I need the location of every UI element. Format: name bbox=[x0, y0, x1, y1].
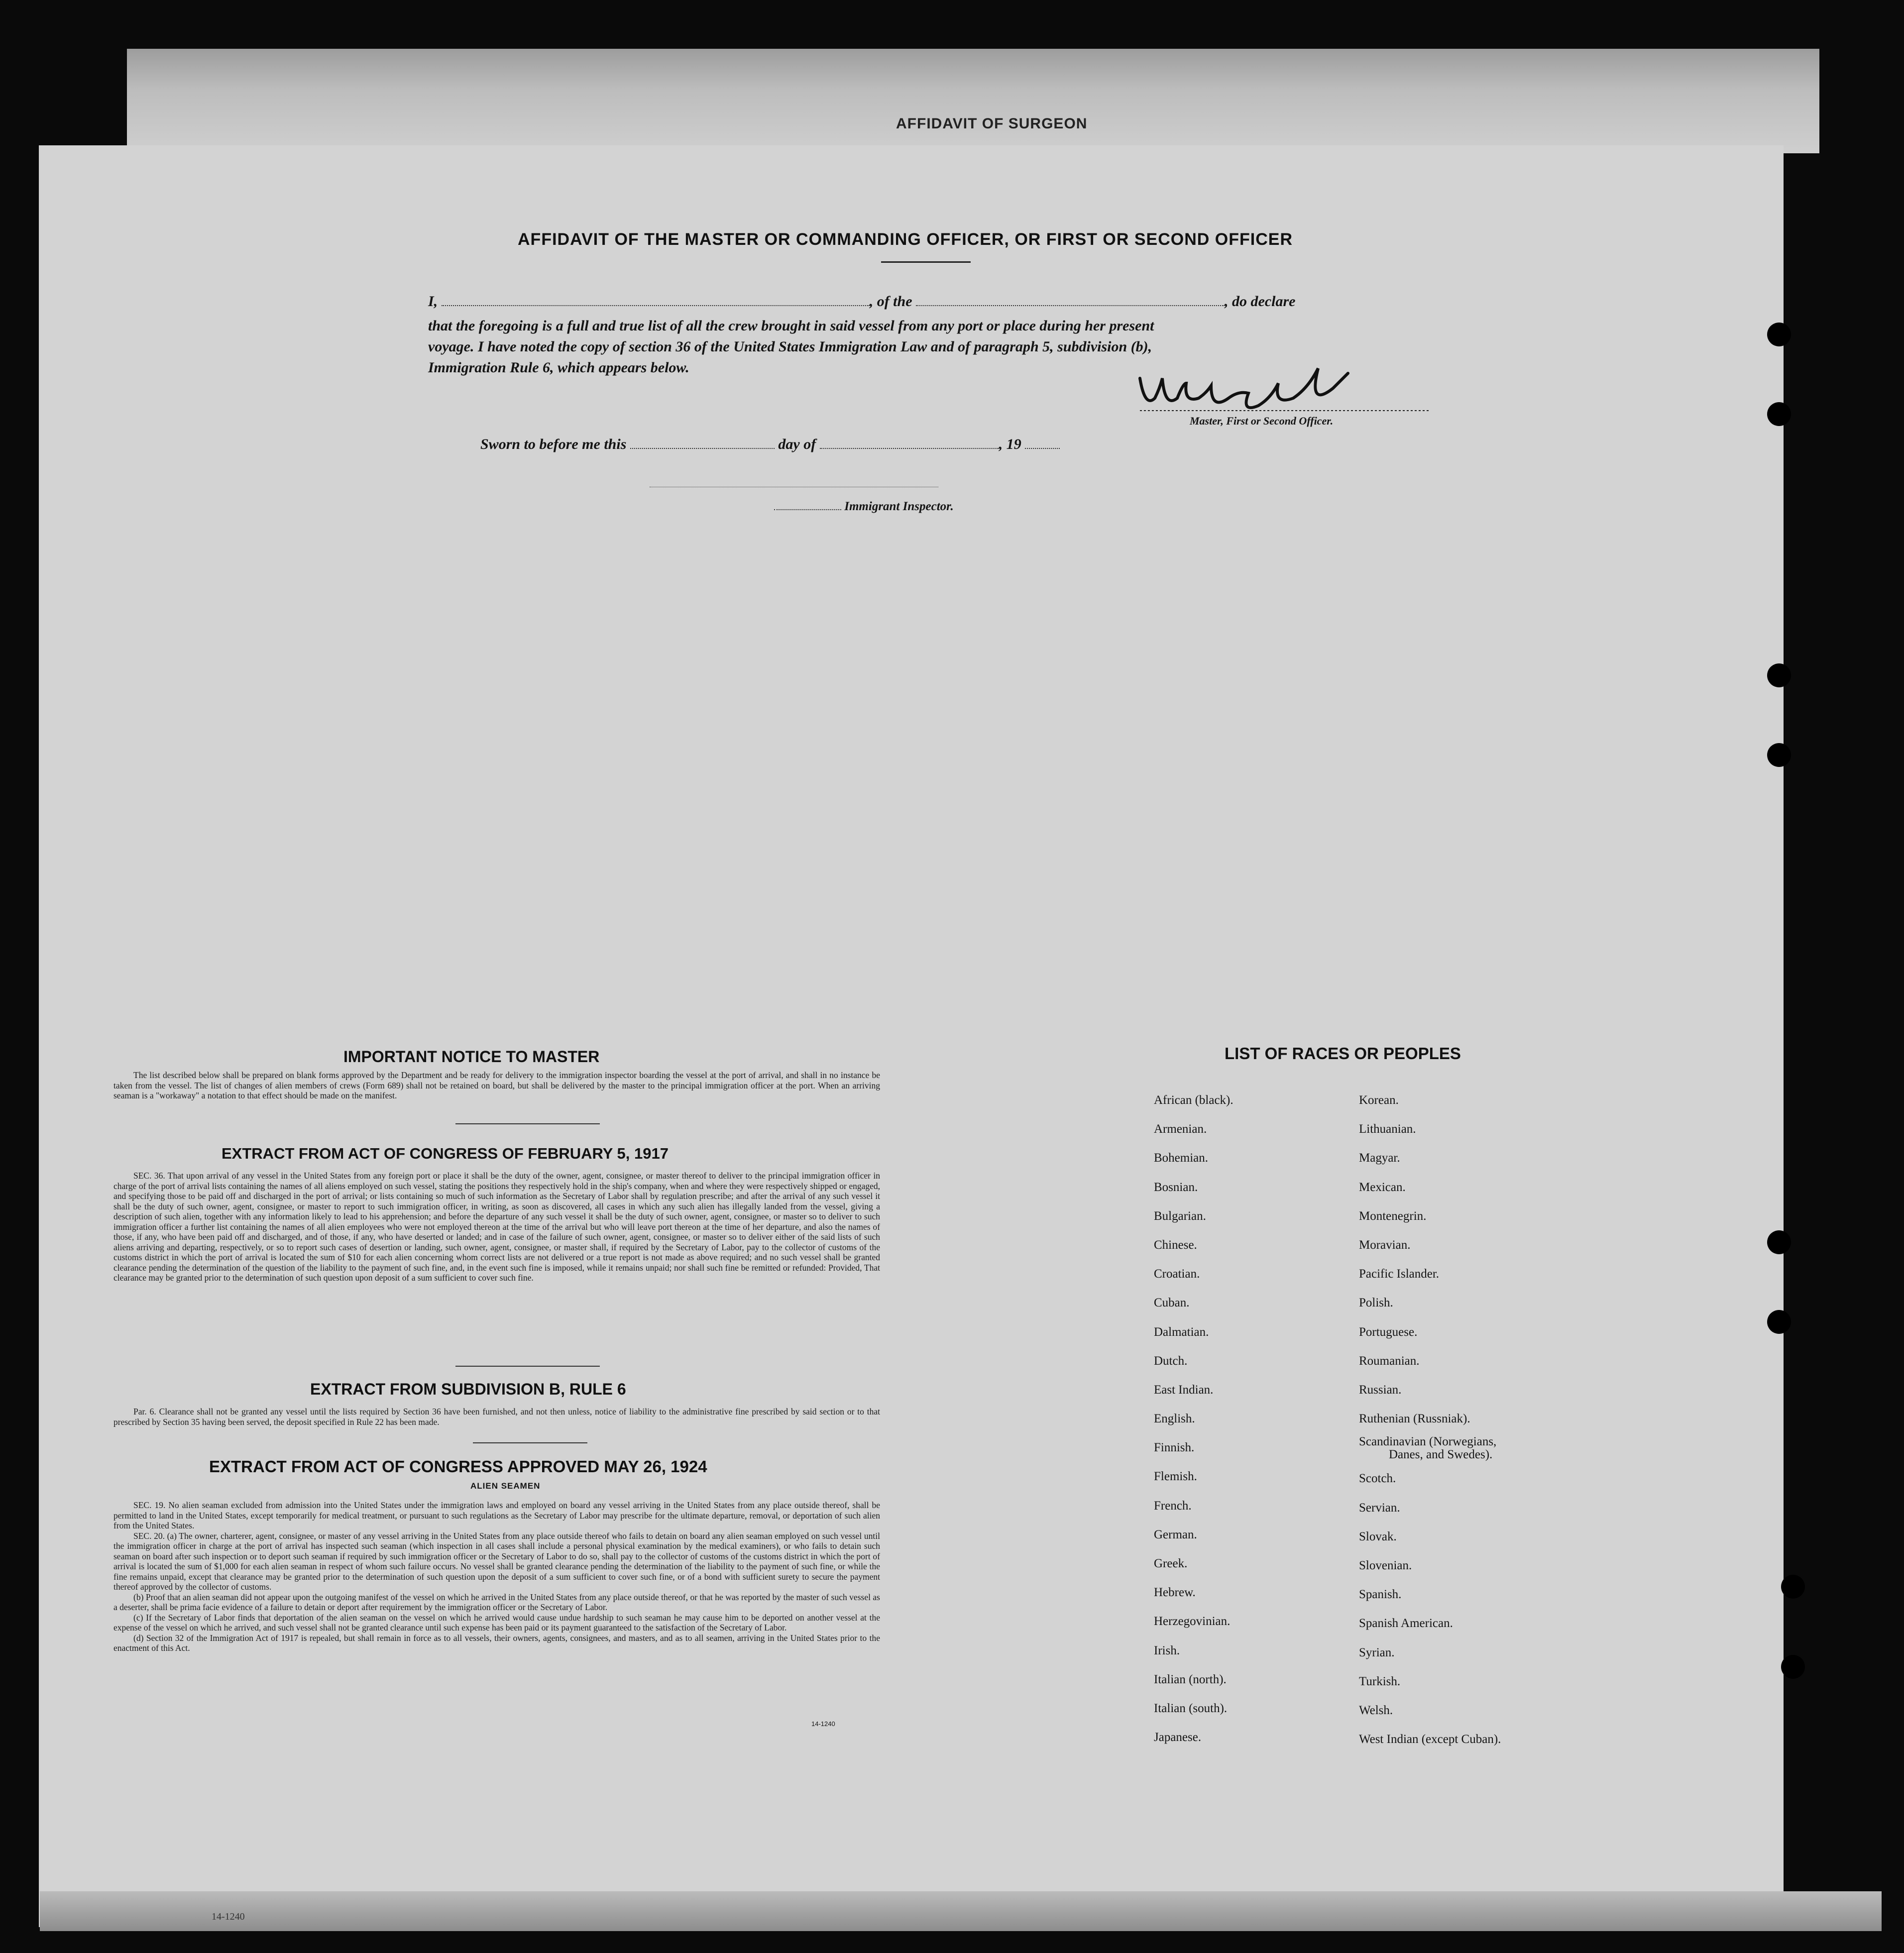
race-item-text: Scandinavian (Norwegians, bbox=[1359, 1435, 1497, 1449]
punch-hole bbox=[1781, 1575, 1805, 1599]
punch-hole bbox=[1767, 663, 1791, 687]
race-item: Moravian. bbox=[1359, 1238, 1411, 1252]
punch-hole bbox=[1781, 1655, 1805, 1679]
race-item: Bosnian. bbox=[1154, 1180, 1198, 1194]
punch-hole bbox=[1767, 1230, 1791, 1254]
document-page bbox=[39, 145, 1784, 1927]
extract-rule6-text bbox=[113, 1407, 880, 1427]
race-item: Slovenian. bbox=[1359, 1559, 1412, 1572]
race-item: Italian (north). bbox=[1154, 1672, 1227, 1686]
race-item: Armenian. bbox=[1154, 1122, 1207, 1136]
inspector-dots bbox=[774, 500, 841, 510]
race-item: Italian (south). bbox=[1154, 1701, 1228, 1715]
extract-1917-paragraph: SEC. 36. That upon arrival of any vessel in the United States from any foreign port or place it shall be the duty of the owner, agent, consignee, or master thereof to deliver to the principal immigration officer in charge of the port of arrival lists containing the names of all aliens employed on such vessel, stating the positions they respectively hold in the ship's company, when and where they were respectively shipped or engaged, and specifying those to be paid off and discharged in the port of arrival; or lists containing so much of such information as the Secretary of Labor shall by regulation prescribe; and after the arrival of any such vessel it shall be the duty of such owner, agent, consignee, or master to report to such immigration officer, in writing, as soon as discovered, all cases in which any such alien has illegally landed from the vessel, giving a description of such alien, together with any information likely to lead to his apprehension; and before the departure of any such vessel it shall be the duty of such owner, agent, consignee, or master so to deliver to such immigration officer a further list containing the names of all alien employees who were not employed thereon at the time of the arrival but who will leave port thereon at the time of her departure, and also the names of those, if any, who have been paid off and discharged, and of those, if any, who have deserted or landed; and in case of the failure of such owner, agent, consignee, or master so to deliver either of the said lists of such aliens arriving and departing, respectively, or so to report such cases of desertion or landing, such owner, agent, consignee, or master shall, if required by the Secretary of Labor, pay to the collector of customs of the customs district in which the port of arrival is located the sum of $10 for each alien concerning whom correct lists are not delivered or a true report is not made as above required; and no such vessel shall be granted clearance pending the determination of the question of the liability to the payment of such fine, and, in the event such fine is imposed, while it remains unpaid; nor shall such fine be remitted or refunded: Provided, That clearance may be granted prior to the determination of such question upon deposit of a sum sufficient to cover such fine. bbox=[113, 1171, 880, 1283]
affidavit-line-4: Immigration Rule 6, which appears below. bbox=[428, 359, 689, 376]
race-item: Lithuanian. bbox=[1359, 1122, 1416, 1136]
race-item: Herzegovinian. bbox=[1154, 1615, 1231, 1628]
notice-rule bbox=[455, 1123, 600, 1124]
race-item: Polish. bbox=[1359, 1296, 1393, 1310]
sworn-day-field[interactable] bbox=[630, 436, 775, 449]
races-left-column bbox=[1154, 1086, 1233, 1752]
race-item: Welsh. bbox=[1359, 1703, 1393, 1717]
race-item: Magyar. bbox=[1359, 1151, 1400, 1165]
day-of-label: day of bbox=[778, 436, 816, 452]
previous-sheet-strip bbox=[127, 49, 1819, 153]
affidavit-title-rule bbox=[881, 261, 971, 263]
race-item: Slovak. bbox=[1359, 1529, 1397, 1543]
race-item: Hebrew. bbox=[1154, 1586, 1196, 1600]
i-label: I, bbox=[428, 293, 438, 310]
previous-sheet-title: AFFIDAVIT OF SURGEON bbox=[896, 115, 1088, 132]
extract-1924-title: EXTRACT FROM ACT OF CONGRESS APPROVED MAY 26, 1924 bbox=[209, 1457, 707, 1476]
race-item: Ruthenian (Russniak). bbox=[1359, 1412, 1470, 1426]
inspector-signature-line[interactable] bbox=[650, 486, 938, 487]
inspector-caption-text: Immigrant Inspector. bbox=[844, 500, 954, 513]
extract-1917-rule bbox=[455, 1366, 600, 1367]
race-item-continuation: Danes, and Swedes). bbox=[1389, 1448, 1493, 1462]
affidavit-line-1 bbox=[428, 291, 1429, 312]
races-right-column bbox=[1359, 1086, 1501, 1754]
race-item: Spanish. bbox=[1359, 1588, 1402, 1602]
race-item: Croatian. bbox=[1154, 1267, 1200, 1281]
race-item: Flemish. bbox=[1154, 1470, 1197, 1484]
race-item: Irish. bbox=[1154, 1643, 1180, 1657]
sworn-line bbox=[480, 434, 1177, 455]
race-item: Servian. bbox=[1359, 1501, 1400, 1515]
extract-1924-text bbox=[113, 1500, 880, 1653]
race-item: Finnish. bbox=[1154, 1441, 1195, 1455]
extract-rule6-rule bbox=[473, 1442, 587, 1443]
punch-hole bbox=[1767, 743, 1791, 767]
extract-1924-paragraph-2: SEC. 20. (a) The owner, charterer, agent, consignee, or master of any vessel arriving in the United States from any place outside thereof who fails to detain on board any alien seaman employed on such vessel until the immigration officer in charge at the port of arrival has inspected such seaman (which inspection in all cases shall include a personal physical examination by the medical examiners), or who fails to detain such seaman on board after such inspection or to deport such seaman if required by such immigration officer or the Secretary of Labor to do so, shall pay to the collector of customs of the customs district in which the port of arrival is located the sum of $1,000 for each alien seaman in respect of whom such failure occurs. No vessel shall be granted clearance pending the determination of the liability to the payment of such fine, or while the fine remains unpaid, except that clearance may be granted prior to the determination of such question upon the deposit of a sum sufficient to cover such fine, or of a bond with sufficient surety to secure the payment thereof approved by the collector of customs. bbox=[113, 1530, 880, 1592]
race-item: Roumanian. bbox=[1359, 1354, 1420, 1368]
extract-rule6-paragraph: Par. 6. Clearance shall not be granted any vessel until the lists required by Section 36 have been furnished, and not then unless, notice of liability to the administrative fine prescribed by said section or to that prescribed by Section 35 having been served, the deposit specified in Rule 22 has been made. bbox=[113, 1407, 880, 1427]
race-item: English. bbox=[1154, 1412, 1195, 1426]
notice-title: IMPORTANT NOTICE TO MASTER bbox=[343, 1048, 600, 1066]
race-item: East Indian. bbox=[1154, 1383, 1214, 1397]
race-item: Chinese. bbox=[1154, 1238, 1197, 1252]
race-item: Japanese. bbox=[1154, 1731, 1202, 1744]
extract-1924-paragraph-4: (c) If the Secretary of Labor finds that deportation of the alien seaman on the vessel on which he arrived would cause undue hardship to such seaman he may cause him to be deported on another vessel at the expense of the vessel on which he arrived, and such vessel shall not be granted clearance until such expense has been paid or its payment guaranteed to the satisfaction of the Secretary of Labor. bbox=[113, 1612, 880, 1632]
signature-caption: Master, First or Second Officer. bbox=[1190, 415, 1334, 427]
inspector-caption bbox=[774, 500, 954, 514]
race-item: Bulgarian. bbox=[1154, 1209, 1206, 1223]
of-the-label: , of the bbox=[869, 293, 912, 310]
punch-hole bbox=[1767, 402, 1791, 426]
notice-text bbox=[113, 1070, 880, 1101]
alien-seamen-subtitle: ALIEN SEAMEN bbox=[470, 1481, 541, 1491]
race-item: Scotch. bbox=[1359, 1472, 1396, 1486]
extract-1924-paragraph-1: SEC. 19. No alien seaman excluded from admission into the United States under the immigration laws and employed on board any vessel arriving in the United States from any place outside thereof, shall be permitted to land in the United States, except temporarily for medical treatment, or pursuant to such regulations as the Secretary of Labor may prescribe for the ultimate departure, removal, or deportation of such alien from the United States. bbox=[113, 1500, 880, 1530]
race-item: Greek. bbox=[1154, 1557, 1188, 1570]
affidavit-line-2: that the foregoing is a full and true list of all the crew brought in said vessel from any port or place during her present bbox=[428, 318, 1154, 334]
race-item: Dalmatian. bbox=[1154, 1325, 1209, 1339]
vessel-name-field[interactable] bbox=[916, 293, 1225, 306]
race-item: German. bbox=[1154, 1527, 1197, 1541]
do-declare-label: , do declare bbox=[1225, 293, 1296, 310]
year-prefix: , 19 bbox=[999, 436, 1021, 452]
punch-hole bbox=[1767, 323, 1791, 346]
next-sheet-code: 14-1240 bbox=[212, 1911, 245, 1922]
sworn-month-field[interactable] bbox=[820, 436, 999, 449]
race-item: Mexican. bbox=[1359, 1180, 1406, 1194]
next-sheet-strip bbox=[40, 1891, 1882, 1931]
affidavit-line-3: voyage. I have noted the copy of section 36 of the United States Immigration Law and of paragraph 5, subdivision (b), bbox=[428, 338, 1152, 355]
extract-1917-text bbox=[113, 1171, 880, 1283]
race-item: Dutch. bbox=[1154, 1354, 1188, 1368]
race-item: West Indian (except Cuban). bbox=[1359, 1733, 1501, 1746]
race-item bbox=[1359, 1433, 1501, 1464]
extract-rule6-title: EXTRACT FROM SUBDIVISION B, RULE 6 bbox=[310, 1380, 626, 1398]
sworn-year-field[interactable] bbox=[1025, 436, 1060, 449]
race-item: Bohemian. bbox=[1154, 1151, 1209, 1165]
sworn-label: Sworn to before me this bbox=[480, 436, 627, 452]
master-name-field[interactable] bbox=[442, 293, 870, 306]
races-title: LIST OF RACES OR PEOPLES bbox=[1225, 1044, 1461, 1063]
race-item: Syrian. bbox=[1359, 1645, 1395, 1659]
race-item: French. bbox=[1154, 1499, 1192, 1513]
race-item: Cuban. bbox=[1154, 1296, 1190, 1310]
race-item: Montenegrin. bbox=[1359, 1209, 1427, 1223]
extract-1924-paragraph-5: (d) Section 32 of the Immigration Act of 1917 is repealed, but shall remain in force as to all vessels, their owners, agents, consignees, and masters, and as to all seamen, arriving in the United States prior to the enactment of this Act. bbox=[113, 1632, 880, 1653]
race-item: Spanish American. bbox=[1359, 1617, 1453, 1630]
extract-1924-paragraph-3: (b) Proof that an alien seaman did not appear upon the outgoing manifest of the vessel on which he arrived in the United States from any place outside thereof, or that he was reported by the master of such vessel as a deserter, shall be prima facie evidence of a failure to detain or deport after requirement by the immigration officer or the Secretary of Labor. bbox=[113, 1592, 880, 1612]
race-item: Portuguese. bbox=[1359, 1325, 1418, 1339]
extract-1917-title: EXTRACT FROM ACT OF CONGRESS OF FEBRUARY 5, 1917 bbox=[222, 1145, 669, 1162]
race-item: African (black). bbox=[1154, 1093, 1233, 1107]
race-item: Russian. bbox=[1359, 1383, 1402, 1397]
race-item: Pacific Islander. bbox=[1359, 1267, 1440, 1281]
race-item: Turkish. bbox=[1359, 1674, 1401, 1688]
notice-paragraph: The list described below shall be prepared on blank forms approved by the Department and be ready for delivery to the immigration inspector boarding the vessel at the port of arrival, and shall in no instance be taken from the vessel. The list of changes of alien members of crews (Form 689) shall not be retained on board, but shall be delivered by the master to the principal immigration officer at the port. When an arriving seaman is a "workaway" a notation to that effect should be made on the manifest. bbox=[113, 1070, 880, 1100]
punch-hole bbox=[1767, 1310, 1791, 1334]
form-code: 14-1240 bbox=[811, 1720, 835, 1728]
race-item: Korean. bbox=[1359, 1093, 1399, 1107]
affidavit-title: AFFIDAVIT OF THE MASTER OR COMMANDING OFFICER, OR FIRST OR SECOND OFFICER bbox=[518, 230, 1293, 249]
